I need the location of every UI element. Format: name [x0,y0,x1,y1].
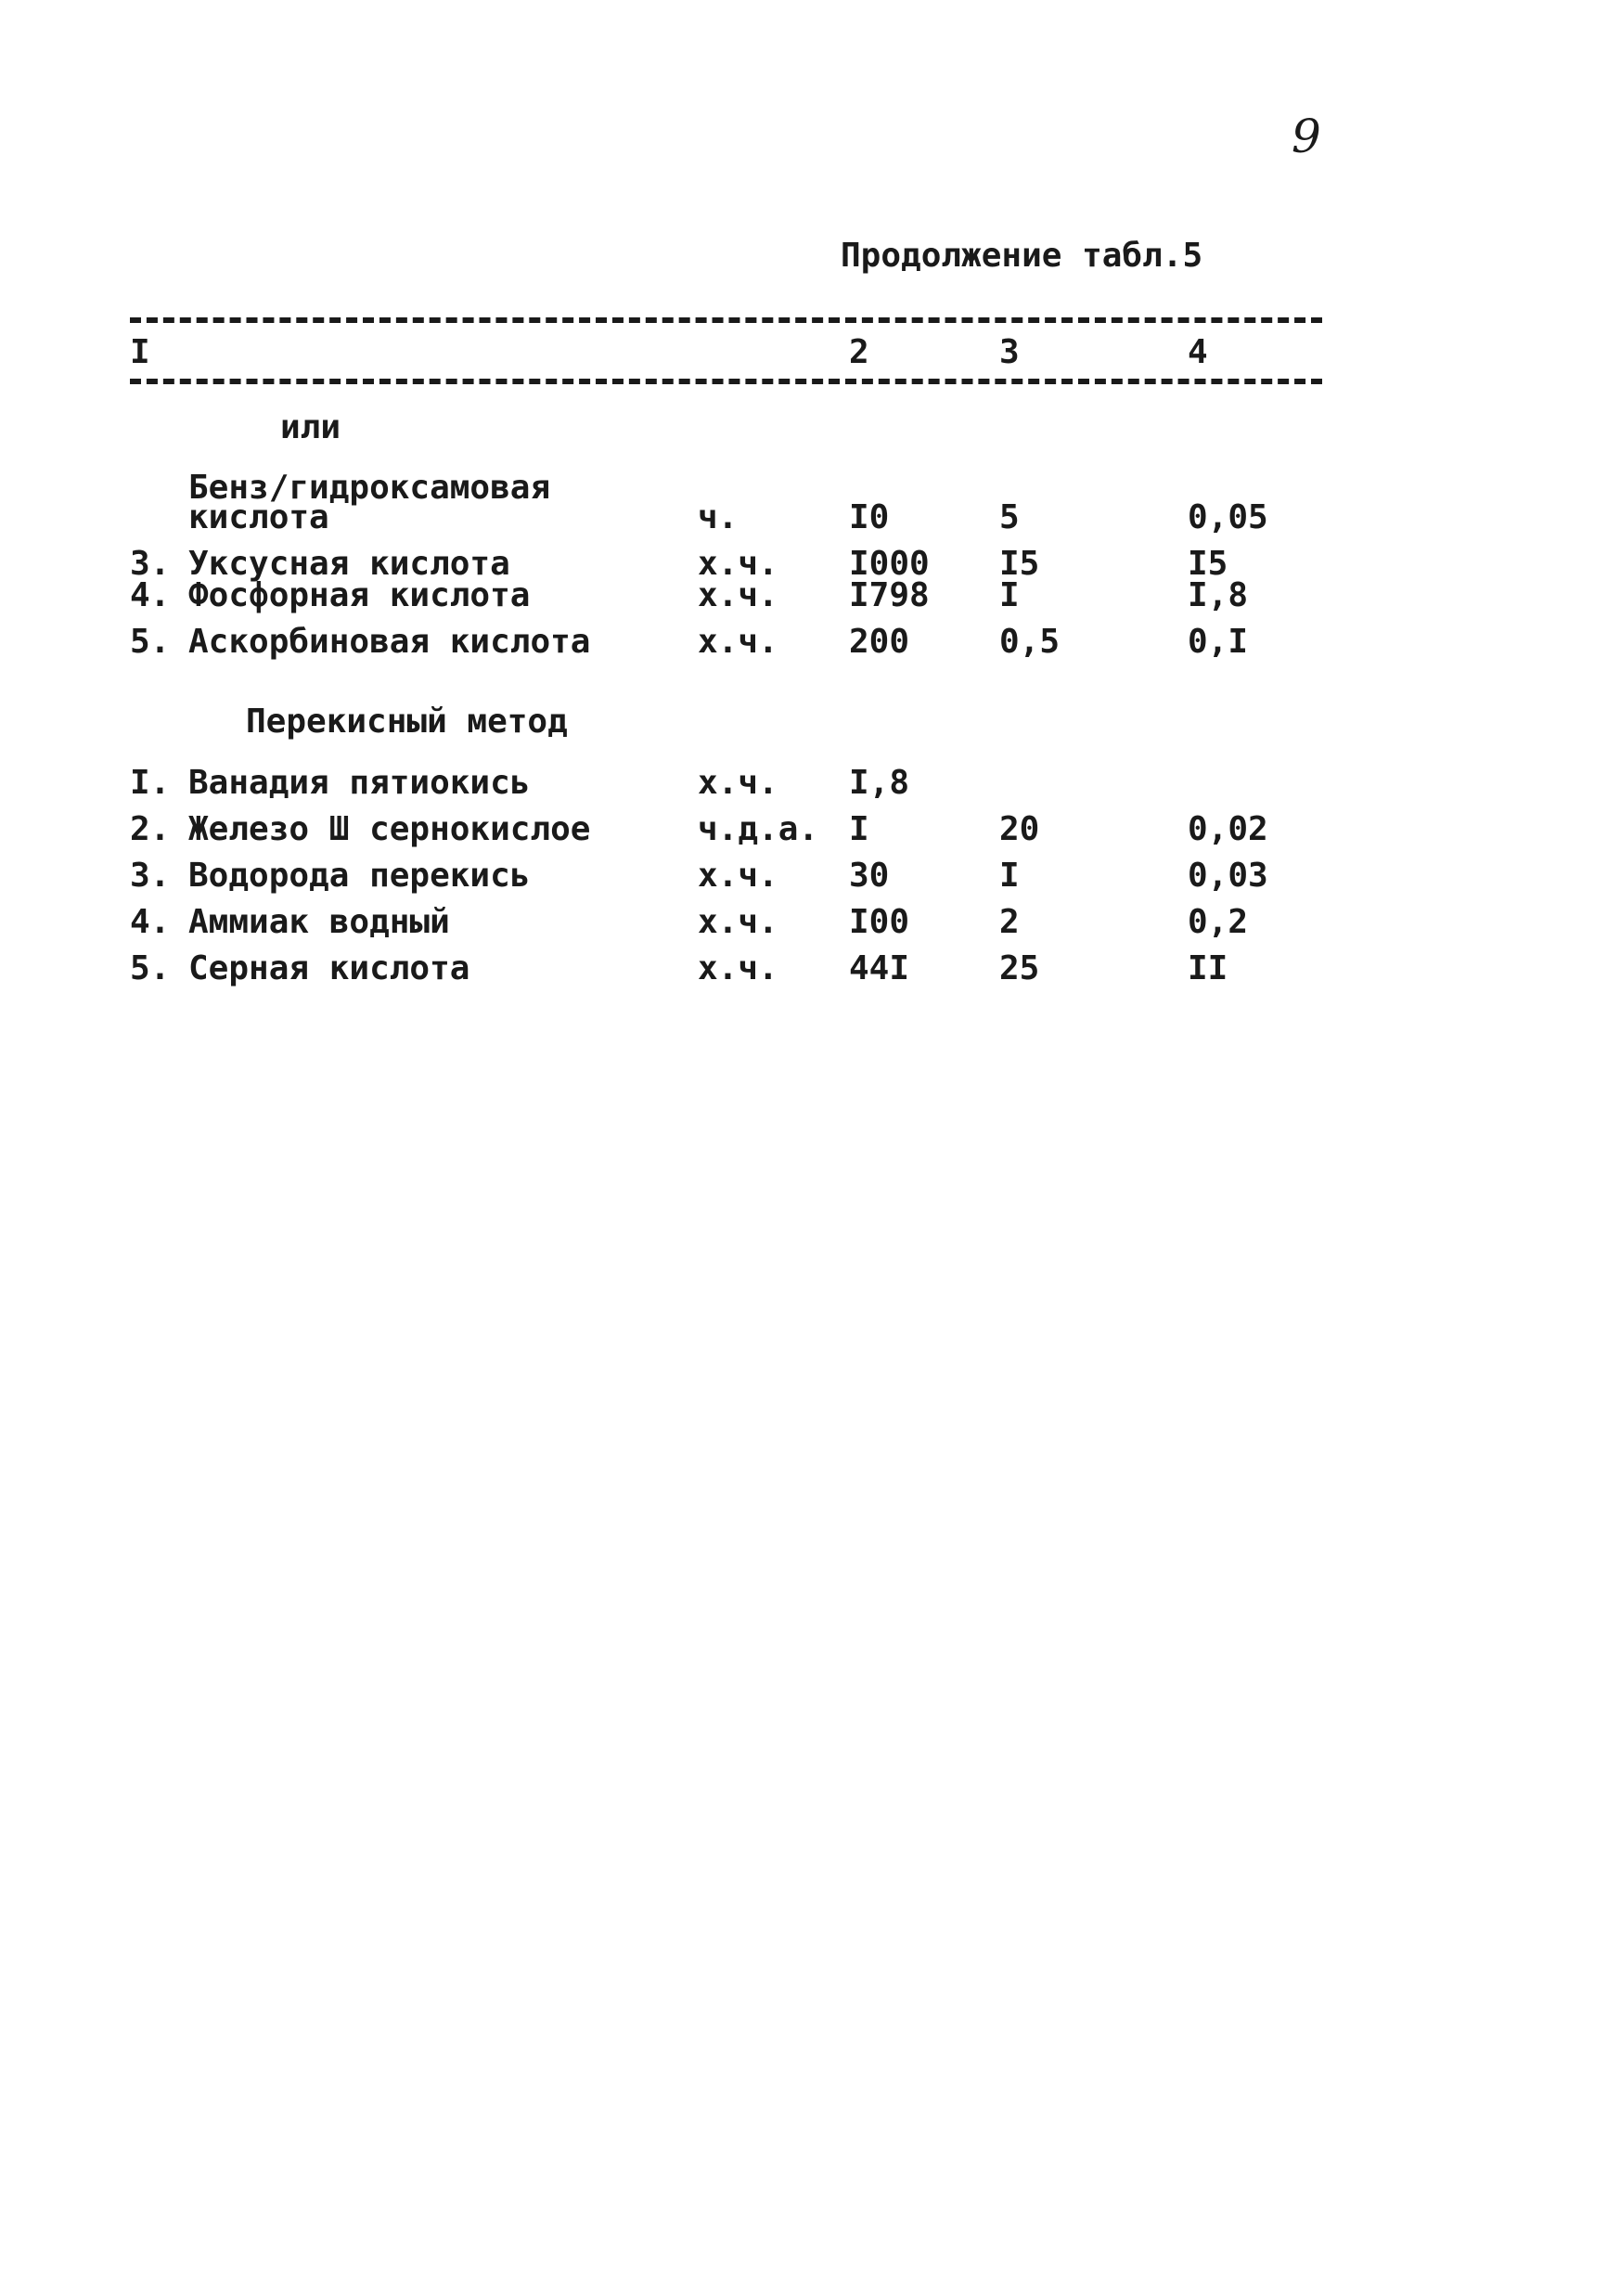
row-value-4: 0,I [1188,623,1249,661]
row-value-3: 25 [999,949,1040,987]
row-number: 4. [130,903,171,941]
row-grade: х.ч. [698,857,778,895]
row-name: Уксусная кислота [188,545,510,583]
row-name: Бенз/гидроксамовая [188,469,551,507]
row-value-4: 0,02 [1188,810,1268,848]
row-number: 3. [130,857,171,895]
row-name: Ванадия пятиокись [188,764,531,802]
row-number: 2. [130,810,171,848]
row-number: 4. [130,576,171,614]
row-number: 5. [130,623,171,661]
row-number: I. [130,764,171,802]
row-value-4: 0,03 [1188,857,1268,895]
row-grade: х.ч. [698,623,778,661]
dashed-rule-top [130,317,1322,323]
header-col-4: 4 [1188,333,1208,371]
row-value-2: I [849,810,869,848]
row-grade: х.ч. [698,903,778,941]
row-value-2: 30 [849,857,890,895]
row-grade: х.ч. [698,949,778,987]
header-col-3: 3 [999,333,1020,371]
row-grade: х.ч. [698,545,778,583]
row-value-3: I [999,576,1020,614]
row-value-3: 5 [999,498,1020,536]
row-name: Фосфорная кислота [188,576,531,614]
row-value-4: I5 [1188,545,1228,583]
row-grade: х.ч. [698,576,778,614]
row-value-2: I798 [849,576,930,614]
section-peroxide-method: Перекисный метод [246,703,568,741]
row-grade: ч.д.а. [698,810,819,848]
row-value-2: 200 [849,623,910,661]
row-value-4: 0,2 [1188,903,1249,941]
dashed-rule-bottom [130,379,1322,384]
section-or: или [280,408,341,446]
row-value-3: 0,5 [999,623,1061,661]
row-value-2: I00 [849,903,910,941]
row-name: Железо Ш сернокислое [188,810,591,848]
row-name: Серная кислота [188,949,470,987]
row-number: 5. [130,949,171,987]
row-name: Аммиак водный [188,903,450,941]
row-number: 3. [130,545,171,583]
row-value-2: I000 [849,545,930,583]
row-grade: х.ч. [698,764,778,802]
row-value-2: I0 [849,498,890,536]
row-value-3: 20 [999,810,1040,848]
row-grade: ч. [698,498,739,536]
header-col-1: I [130,333,150,371]
row-value-3: 2 [999,903,1020,941]
row-value-2: I,8 [849,764,910,802]
row-name-continued: кислота [188,498,329,536]
page-number: 9 [1292,110,1321,163]
row-value-3: I [999,857,1020,895]
row-value-4: II [1188,949,1228,987]
table-caption: Продолжение табл.5 [841,237,1203,275]
row-value-4: 0,05 [1188,498,1268,536]
row-value-2: 44I [849,949,910,987]
row-value-3: I5 [999,545,1040,583]
row-value-4: I,8 [1188,576,1249,614]
row-name: Водорода перекись [188,857,531,895]
header-col-2: 2 [849,333,869,371]
row-name: Аскорбиновая кислота [188,623,591,661]
